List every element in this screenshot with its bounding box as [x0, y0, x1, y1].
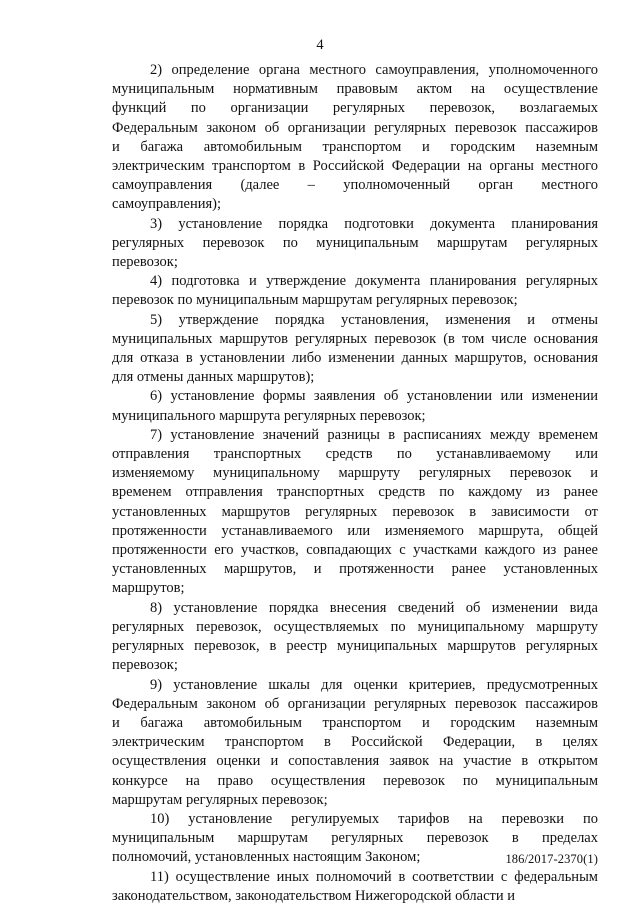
- text-line: для отказа в установлении либо изменении данных маршрутов, основания: [112, 350, 598, 367]
- page-number: 4: [316, 37, 324, 53]
- text-line: муниципальным маршрутам регулярных перевозок в пределах: [112, 830, 598, 847]
- list-item: [112, 426, 598, 599]
- list-item: [112, 311, 598, 388]
- list-item: [112, 61, 598, 215]
- text-line: осуществления оценки и сопоставления заявок на участие в открытом: [112, 753, 598, 770]
- text-line: регулярных перевозок, в реестр муниципальных маршрутов регулярных: [112, 638, 598, 655]
- text-line: Федеральным законом об организации регулярных перевозок пассажиров: [112, 119, 598, 136]
- text-line: установленных маршрутов, и протяженности ранее установленных: [112, 561, 598, 578]
- text-line: отправления транспортных средств по устанавливаемому или: [112, 446, 598, 463]
- text-line: и багажа автомобильным транспортом и городским наземным: [112, 714, 598, 731]
- text-line: 8) установление порядка внесения сведений об изменении вида: [150, 599, 598, 616]
- text-line: законодательством, законодательством Нижегородской области и: [112, 887, 515, 904]
- text-line: самоуправления (далее – уполномоченный орган местного: [112, 177, 598, 194]
- text-line: 10) установление регулируемых тарифов на перевозки по: [150, 810, 598, 827]
- list-item: [112, 868, 598, 906]
- list-item: [112, 215, 598, 273]
- text-line: изменяемому муниципальному маршруту регулярных перевозок и: [112, 465, 598, 482]
- text-line: и багажа автомобильным транспортом и городским наземным: [112, 138, 598, 155]
- text-line: полномочий, установленных настоящим Законом;: [112, 849, 421, 866]
- text-line: Федеральным законом об организации регулярных перевозок пассажиров: [112, 695, 598, 712]
- text-line: регулярных перевозок, осуществляемых по муниципальному маршруту: [112, 618, 598, 635]
- text-line: функций по организации регулярных перевозок, возлагаемых: [112, 100, 598, 117]
- text-line: конкурсе на право осуществления перевозок по муниципальным: [112, 772, 598, 789]
- text-line: электрическим транспортом в Российской Федерации, в целях: [112, 734, 598, 751]
- text-line: 6) установление формы заявления об установлении или изменении: [150, 388, 598, 405]
- text-line: маршрутам регулярных перевозок;: [112, 791, 328, 808]
- text-line: установленных маршрутов регулярных перевозок в зависимости от: [112, 503, 598, 520]
- text-line: маршрутов;: [112, 580, 185, 597]
- text-line: регулярных перевозок по муниципальным маршрутам регулярных: [112, 234, 598, 251]
- document-code: 186/2017-2370(1): [505, 852, 598, 866]
- document-body: [112, 61, 598, 906]
- text-line: электрическим транспортом в Российской Федерации на органы местного: [112, 158, 598, 175]
- text-line: 9) установление шкалы для оценки критериев, предусмотренных: [150, 676, 598, 693]
- text-line: муниципальным нормативным правовым актом на осуществление: [112, 81, 598, 98]
- text-line: самоуправления);: [112, 196, 221, 213]
- text-line: протяженности устанавливаемого или изменяемого маршрута, общей: [112, 522, 598, 539]
- text-line: 4) подготовка и утверждение документа планирования регулярных: [150, 273, 598, 290]
- text-line: перевозок по муниципальным маршрутам регулярных перевозок;: [112, 292, 518, 309]
- text-line: перевозок;: [112, 254, 178, 271]
- list-item: [112, 387, 598, 425]
- list-item: [112, 272, 598, 310]
- text-line: 2) определение органа местного самоуправления, уполномоченного: [150, 62, 598, 78]
- text-line: 5) утверждение порядка установления, изменения и отмены: [150, 311, 598, 328]
- text-line: 7) установление значений разницы в расписаниях между временем: [150, 426, 598, 443]
- text-line: перевозок;: [112, 657, 178, 674]
- text-line: для отмены данных маршрутов);: [112, 369, 315, 386]
- text-line: временем отправления транспортных средств по каждому из ранее: [112, 484, 598, 501]
- text-line: протяженности его участков, совпадающих с участками каждого из ранее: [112, 542, 598, 559]
- text-line: муниципальных маршрутов регулярных перевозок (в том числе основания: [112, 330, 598, 347]
- text-line: 11) осуществление иных полномочий в соответствии с федеральным: [150, 868, 598, 885]
- list-item: [112, 676, 598, 810]
- text-line: муниципального маршрута регулярных перевозок;: [112, 407, 426, 424]
- text-line: 3) установление порядка подготовки документа планирования: [150, 215, 598, 232]
- list-item: [112, 599, 598, 676]
